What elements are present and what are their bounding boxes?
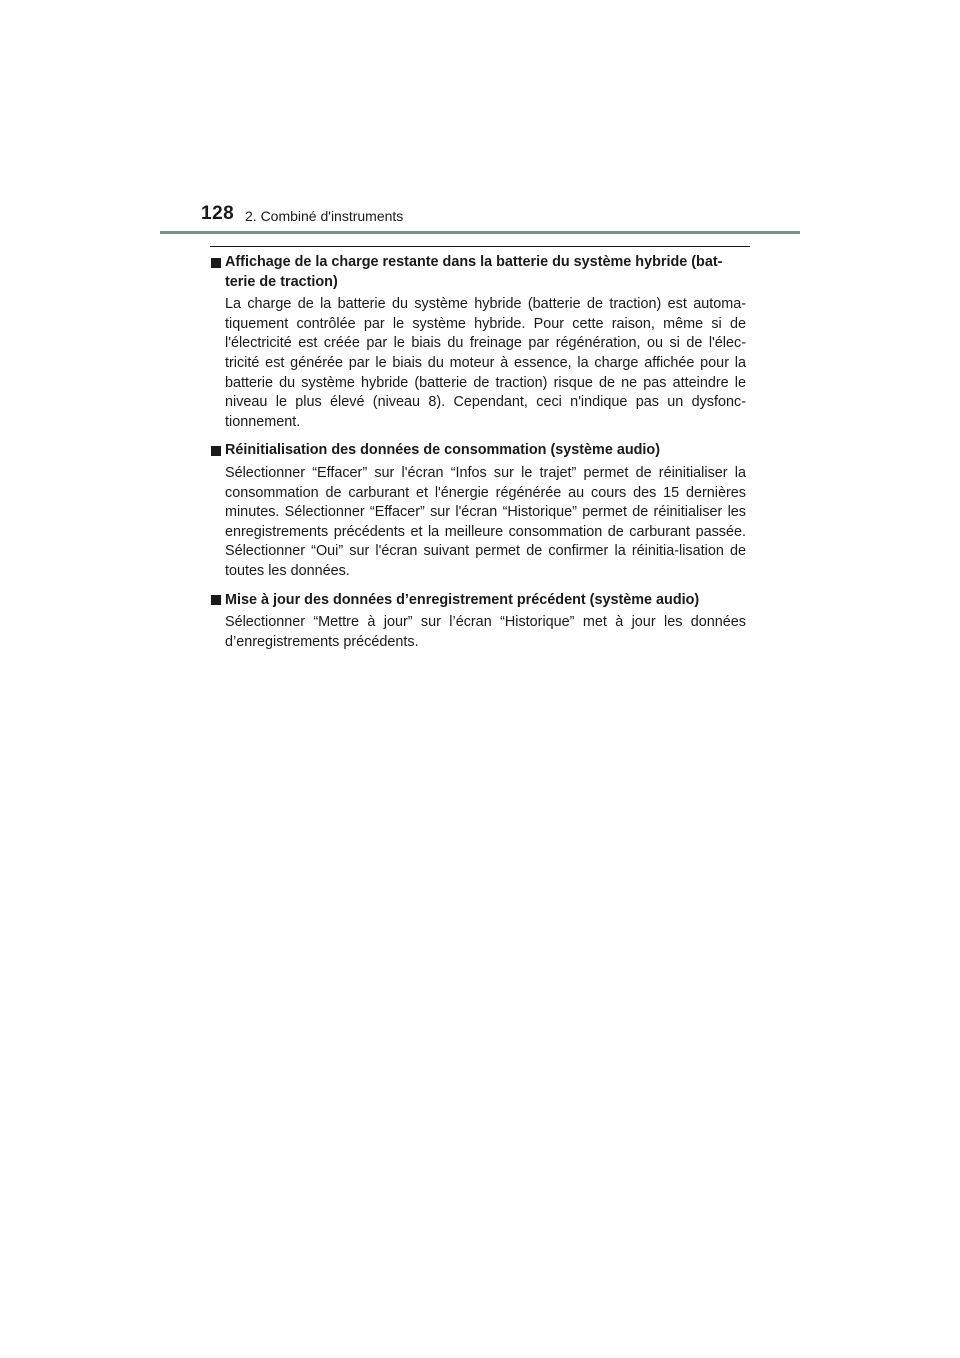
chapter-title: 2. Combiné d'instruments xyxy=(245,208,404,224)
section-heading-text: Réinitialisation des données de consommation (système audio) xyxy=(225,442,661,459)
section-heading xyxy=(211,591,746,611)
section-heading-text: Mise à jour des données d’enregistrement précédent (système audio) xyxy=(225,591,700,608)
square-bullet-icon xyxy=(211,595,221,605)
section-heading-text: Affichage de la charge restante dans la batterie du système hybride (bat-terie de traction) xyxy=(225,254,723,290)
header-divider xyxy=(160,231,800,234)
content xyxy=(211,253,746,661)
page-number: 128 xyxy=(201,203,235,224)
square-bullet-icon xyxy=(211,446,221,456)
section-update-records xyxy=(211,591,746,653)
section-heading xyxy=(211,441,746,461)
section-body: Sélectionner “Mettre à jour” sur l’écran “Historique” met à jour les données d’enregistrements précédents. xyxy=(225,614,746,650)
section-heading xyxy=(211,253,746,292)
section-body: Sélectionner “Effacer” sur l'écran “Infos sur le trajet” permet de réinitialiser la consommation de carburant et l'énergie régénérée au cours des 15 dernières minutes. Sélectionner “Effacer” sur l'écran “Historique” permet de réinitialiser les enregistrements précédents et la meilleure consommation de carburant passée. Sélectionner “Oui” sur l'écran suivant permet de confirmer la réinitia-lisation de toutes les données. xyxy=(225,464,746,579)
section-battery-charge xyxy=(211,253,746,432)
section-divider xyxy=(210,246,750,247)
square-bullet-icon xyxy=(211,258,221,268)
section-reset-consumption xyxy=(211,441,746,581)
section-body: La charge de la batterie du système hybride (batterie de traction) est automa-tiquement contrôlée par le système hybride. Pour cette raison, même si de l'électricité est créée par le biais du freinage par régénération, ou si de l'élec-tricité est générée par le biais du moteur à essence, la charge affichée pour la batterie du système hybride (batterie de traction) risque de ne pas atteindre le niveau le plus élevé (niveau 8). Cependant, ceci n'indique pas un dysfonc-tionnement. xyxy=(225,296,746,430)
